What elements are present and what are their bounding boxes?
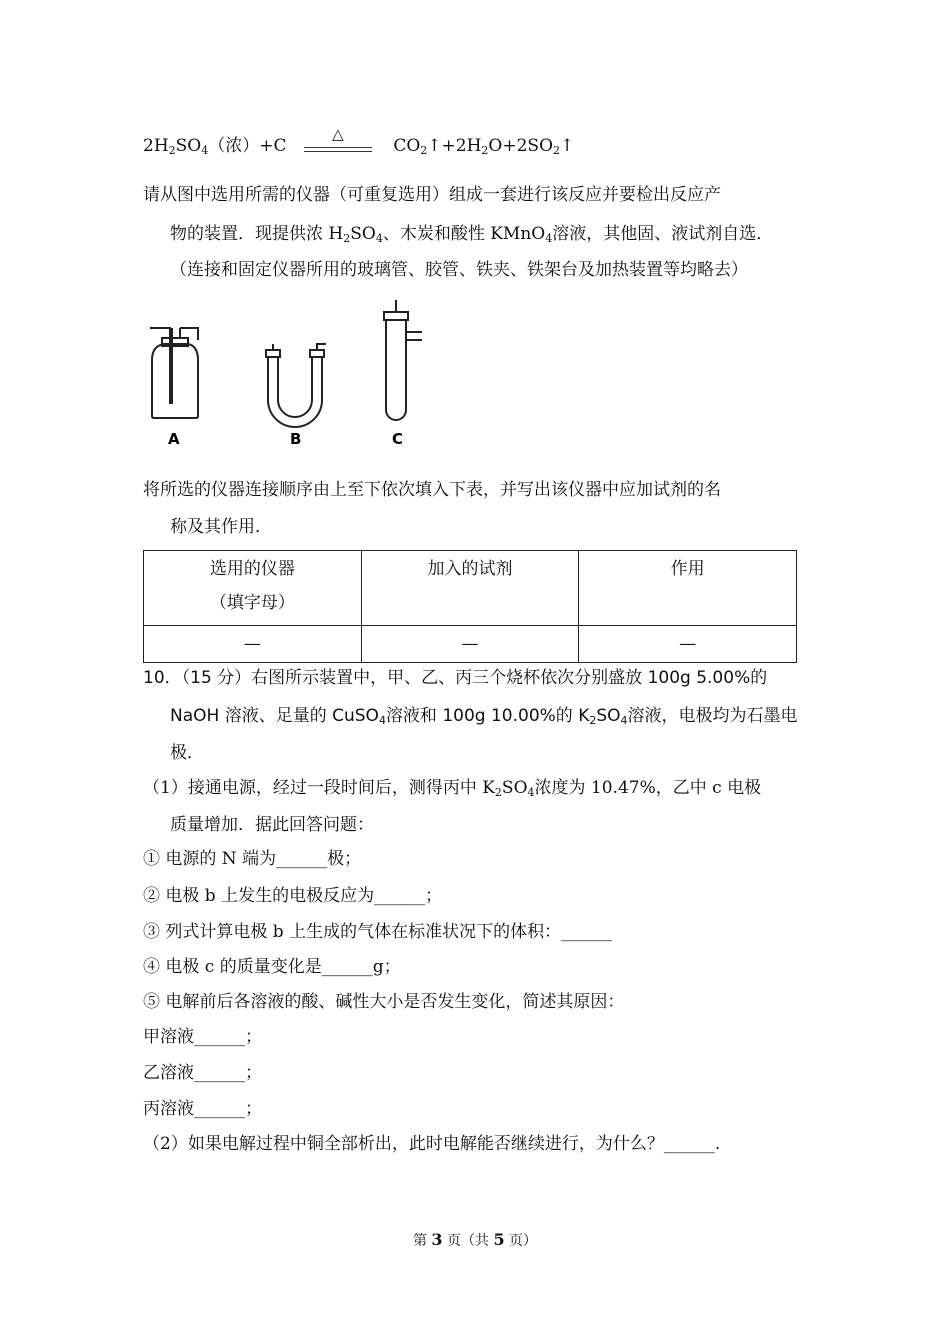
label-A: A: [168, 430, 180, 448]
page-footer: 第 3 页（共 5 页）: [412, 1230, 538, 1249]
q10-part2: （2）如果电解过程中铜全部析出，此时电解能否继续进行，为什么？______.: [143, 1134, 721, 1154]
header-apparatus: 选用的仪器 （填字母）: [144, 551, 362, 626]
q10-part1-line-2: 质量增加．据此回答问题：: [170, 815, 374, 835]
q10-item-2: ② 电极 b 上发生的电极反应为______；: [143, 886, 443, 906]
table-intro-line-2: 称及其作用．: [170, 517, 272, 537]
gas-washing-bottle-A: [150, 328, 198, 418]
reaction-equation: $2H_2SO_4$（浓）+C △ $CO_2↑+2H_2O+2SO_2↑$: [143, 134, 574, 158]
q10-solution-yi: 乙溶液______；: [143, 1063, 262, 1083]
intro-line-2: 物的装置．现提供浓 $H_2SO_4$、木炭和酸性 KMnO$_4$溶液，其他固、液试剂自选．: [170, 224, 774, 245]
heating-condition: [298, 125, 378, 158]
label-B: B: [290, 430, 302, 448]
label-C: C: [392, 430, 404, 448]
q10-item-1: ① 电源的 N 端为______极；: [143, 849, 362, 869]
header-reagent: 加入的试剂: [361, 551, 579, 626]
q10-line-1: 10．（15 分）右图所示装置中，甲、乙、丙三个烧杯依次分别盛放 100g 5.00%的: [143, 668, 768, 688]
q10-item-4: ④ 电极 c 的质量变化是______g；: [143, 957, 401, 977]
side-arm-test-tube-C: [384, 300, 422, 420]
table-cell[interactable]: —: [361, 626, 579, 663]
intro-line-3: （连接和固定仪器所用的玻璃管、胶管、铁夹、铁架台及加热装置等均略去）: [170, 260, 748, 280]
heat-triangle-icon: △: [332, 125, 344, 143]
table-cell[interactable]: —: [579, 626, 797, 663]
u-tube-B: [266, 344, 326, 427]
table-cell[interactable]: —: [144, 626, 362, 663]
table-row: [144, 626, 797, 663]
intro-line-1: 请从图中选用所需的仪器（可重复选用）组成一套进行该反应并要检出反应产: [143, 185, 721, 205]
q10-line-2: NaOH 溶液、足量的 CuSO$_4$溶液和 100g 10.00%的 $K_2SO_4$溶液，电极均为石墨电: [170, 706, 798, 727]
table-intro-line-1: 将所选的仪器连接顺序由上至下依次填入下表，并写出该仪器中应加试剂的名: [143, 480, 721, 500]
table-header-row: [144, 551, 797, 626]
q10-item-5: ⑤ 电解前后各溶液的酸、碱性大小是否发生变化，简述其原因：: [143, 992, 625, 1012]
q10-solution-jia: 甲溶液______；: [143, 1027, 262, 1047]
apparatus-figure: [140, 300, 440, 452]
q10-solution-bing: 丙溶液______；: [143, 1099, 262, 1119]
q10-line-3: 极．: [170, 743, 204, 763]
q10-part1-line-1: （1）接通电源，经过一段时间后，测得丙中 $K_2SO_4$浓度为 10.47%，乙中 c 电极: [143, 778, 762, 799]
answer-table: [143, 550, 797, 663]
q10-item-3: ③ 列式计算电极 b 上生成的气体在标准状况下的体积：______: [143, 922, 613, 942]
header-function: 作用: [579, 551, 797, 626]
